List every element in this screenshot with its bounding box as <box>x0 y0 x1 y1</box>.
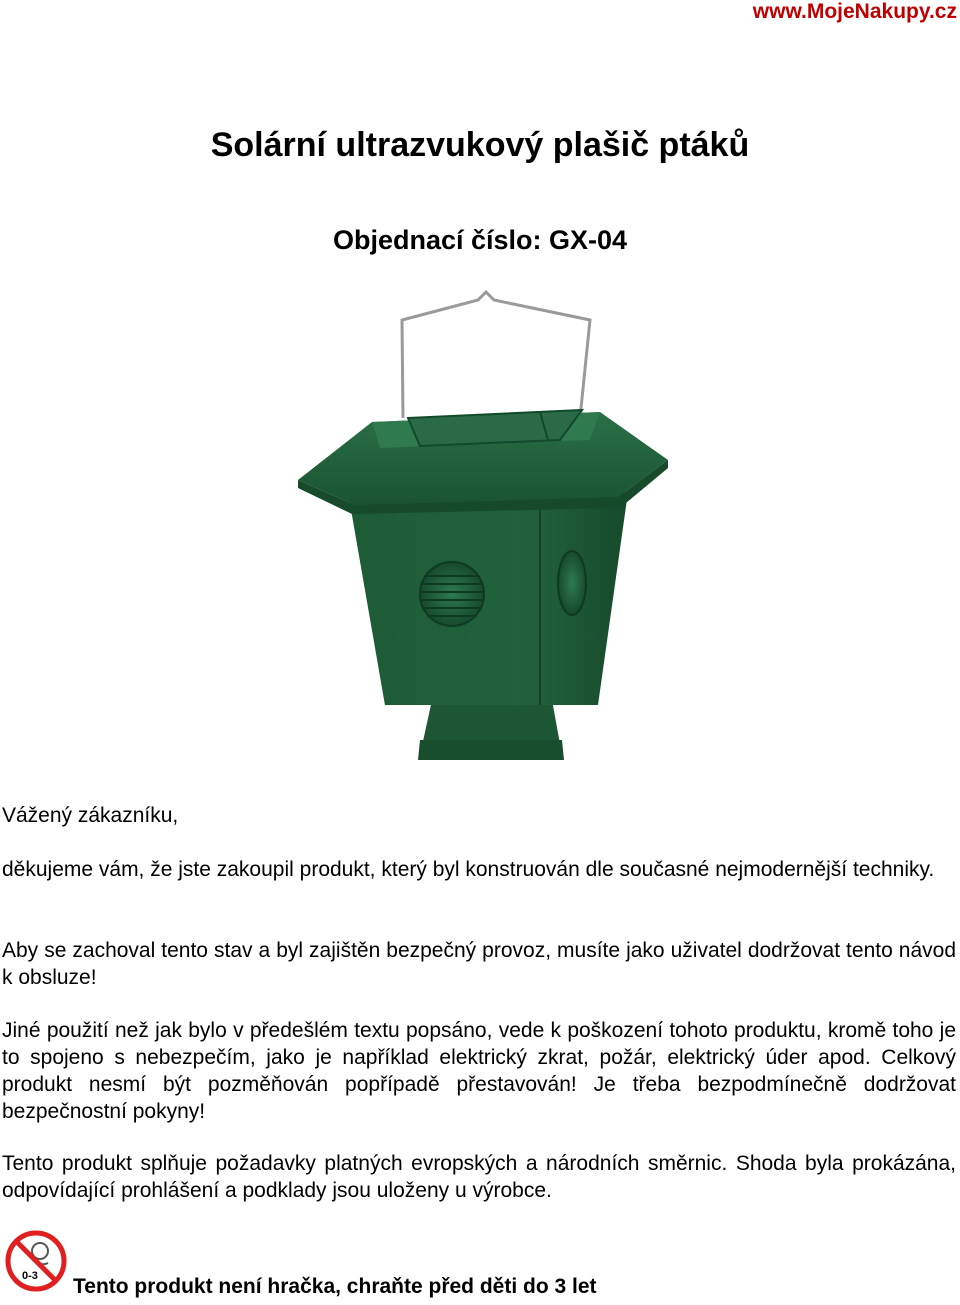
product-image <box>285 285 675 770</box>
safety-paragraph: Aby se zachoval tento stav a byl zajištěn bezpečný provoz, musíte jako uživatel dodržovat tento návod k obsluze! <box>2 939 956 989</box>
misuse-paragraph: Jiné použití než jak bylo v předešlém textu popsáno, vede k poškození tohoto produktu, kromě toho je to spojeno s nebezpečím, jako je například elektrický zkrat, požár, elektrický úder apod. Celkový produkt nesmí být pozměňován popřípadě přestavován! Je třeba bezpodmínečně dodržovat bezpečnostní pokyny! <box>2 1019 956 1123</box>
greeting: Vážený zákazníku, <box>2 804 179 827</box>
toy-warning: Tento produkt není hračka, chraňte před děti do 3 let <box>73 1275 597 1298</box>
thanks-paragraph: děkujeme vám, že jste zakoupil produkt, který byl konstruován dle současné nejmodernější techniky. <box>2 858 935 881</box>
no-children-under-3-icon <box>4 1229 68 1293</box>
age-label: 0-3 <box>22 1270 38 1282</box>
document-title: Solární ultrazvukový plašič ptáků <box>210 126 750 164</box>
compliance-paragraph: Tento produkt splňuje požadavky platných evropských a národních směrnic. Shoda byla prokázána, odpovídající prohlášení a podklady jsou uloženy u výrobce. <box>2 1152 956 1202</box>
order-number: Objednací číslo: GX-04 <box>332 225 628 255</box>
site-url-link[interactable]: www.MojeNakupy.cz <box>752 0 957 23</box>
